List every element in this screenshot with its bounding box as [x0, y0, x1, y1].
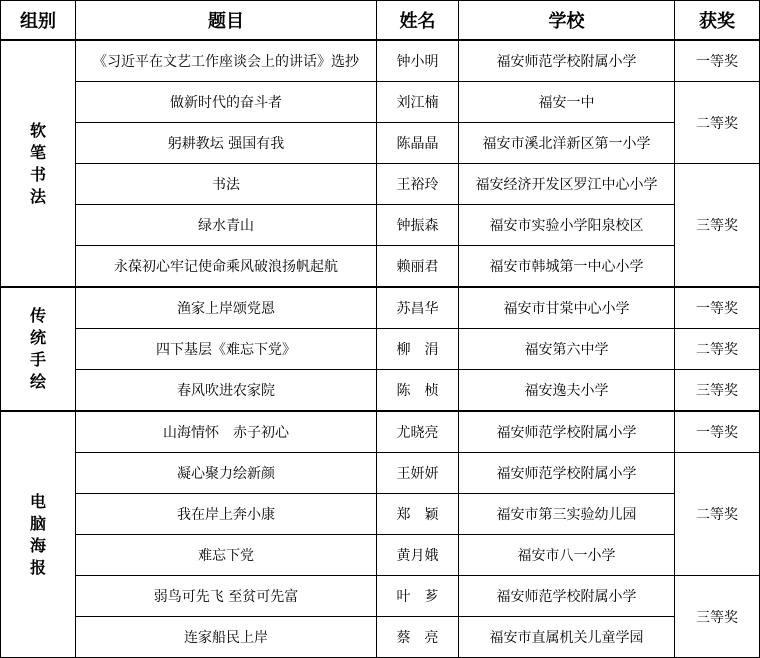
work-title: 《习近平在文艺工作座谈会上的讲话》选抄 [76, 40, 377, 82]
work-title: 书法 [76, 164, 377, 205]
author-name: 赖丽君 [377, 246, 459, 288]
award-level: 三等奖 [675, 164, 760, 288]
award-level: 二等奖 [675, 453, 760, 576]
group-label-hand-drawing: 传 统 手 绘 [1, 287, 76, 411]
table-row [1, 535, 760, 576]
work-title: 做新时代的奋斗者 [76, 82, 377, 123]
table-row [1, 287, 760, 329]
table-row [1, 494, 760, 535]
work-title: 躬耕教坛 强国有我 [76, 123, 377, 164]
award-level: 一等奖 [675, 287, 760, 329]
author-name: 黄月娥 [377, 535, 459, 576]
work-title: 难忘下党 [76, 535, 377, 576]
award-level: 一等奖 [675, 411, 760, 453]
work-title: 四下基层《难忘下党》 [76, 329, 377, 370]
table-row [1, 82, 760, 123]
school-name: 福安师范学校附属小学 [459, 576, 675, 617]
group-label-computer-poster: 电 脑 海 报 [1, 411, 76, 658]
header-award: 获奖 [675, 1, 760, 41]
school-name: 福安市第三实验幼儿园 [459, 494, 675, 535]
table-row [1, 123, 760, 164]
author-name: 陈晶晶 [377, 123, 459, 164]
school-name: 福安师范学校附属小学 [459, 40, 675, 82]
header-group: 组别 [1, 1, 76, 41]
school-name: 福安市实验小学阳泉校区 [459, 205, 675, 246]
table-row [1, 246, 760, 288]
school-name: 福安逸夫小学 [459, 370, 675, 412]
school-name: 福安市直属机关儿童学园 [459, 617, 675, 658]
work-title: 我在岸上奔小康 [76, 494, 377, 535]
table-row [1, 617, 760, 658]
table-row [1, 411, 760, 453]
award-level: 二等奖 [675, 82, 760, 164]
table-row [1, 576, 760, 617]
school-name: 福安市韩城第一中心小学 [459, 246, 675, 288]
group-label-calligraphy: 软 笔 书 法 [1, 40, 76, 287]
award-level: 一等奖 [675, 40, 760, 82]
author-name: 钟振森 [377, 205, 459, 246]
author-name: 苏昌华 [377, 287, 459, 329]
table-row [1, 370, 760, 412]
school-name: 福安市溪北洋新区第一小学 [459, 123, 675, 164]
work-title: 永葆初心牢记使命乘风破浪扬帆起航 [76, 246, 377, 288]
author-name: 钟小明 [377, 40, 459, 82]
table-row [1, 40, 760, 82]
author-name: 柳 涓 [377, 329, 459, 370]
author-name: 叶 芗 [377, 576, 459, 617]
author-name: 尤晓亮 [377, 411, 459, 453]
author-name: 王裕玲 [377, 164, 459, 205]
author-name: 王妍妍 [377, 453, 459, 494]
school-name: 福安第六中学 [459, 329, 675, 370]
work-title: 绿水青山 [76, 205, 377, 246]
school-name: 福安一中 [459, 82, 675, 123]
author-name: 蔡 亮 [377, 617, 459, 658]
table-row [1, 205, 760, 246]
header-school: 学校 [459, 1, 675, 41]
work-title: 弱鸟可先飞 至贫可先富 [76, 576, 377, 617]
award-level: 二等奖 [675, 329, 760, 370]
author-name: 郑 颖 [377, 494, 459, 535]
school-name: 福安师范学校附属小学 [459, 411, 675, 453]
table-row [1, 453, 760, 494]
header-row [1, 1, 760, 41]
award-level: 三等奖 [675, 370, 760, 412]
work-title: 凝心聚力绘新颜 [76, 453, 377, 494]
school-name: 福安市八一小学 [459, 535, 675, 576]
work-title: 山海情怀 赤子初心 [76, 411, 377, 453]
author-name: 刘江楠 [377, 82, 459, 123]
table-row [1, 329, 760, 370]
work-title: 春风吹进农家院 [76, 370, 377, 412]
award-level: 三等奖 [675, 576, 760, 658]
school-name: 福安市甘棠中心小学 [459, 287, 675, 329]
work-title: 连家船民上岸 [76, 617, 377, 658]
table-row [1, 164, 760, 205]
school-name: 福安师范学校附属小学 [459, 453, 675, 494]
school-name: 福安经济开发区罗江中心小学 [459, 164, 675, 205]
header-title: 题目 [76, 1, 377, 41]
header-name: 姓名 [377, 1, 459, 41]
author-name: 陈 桢 [377, 370, 459, 412]
work-title: 渔家上岸颂党恩 [76, 287, 377, 329]
